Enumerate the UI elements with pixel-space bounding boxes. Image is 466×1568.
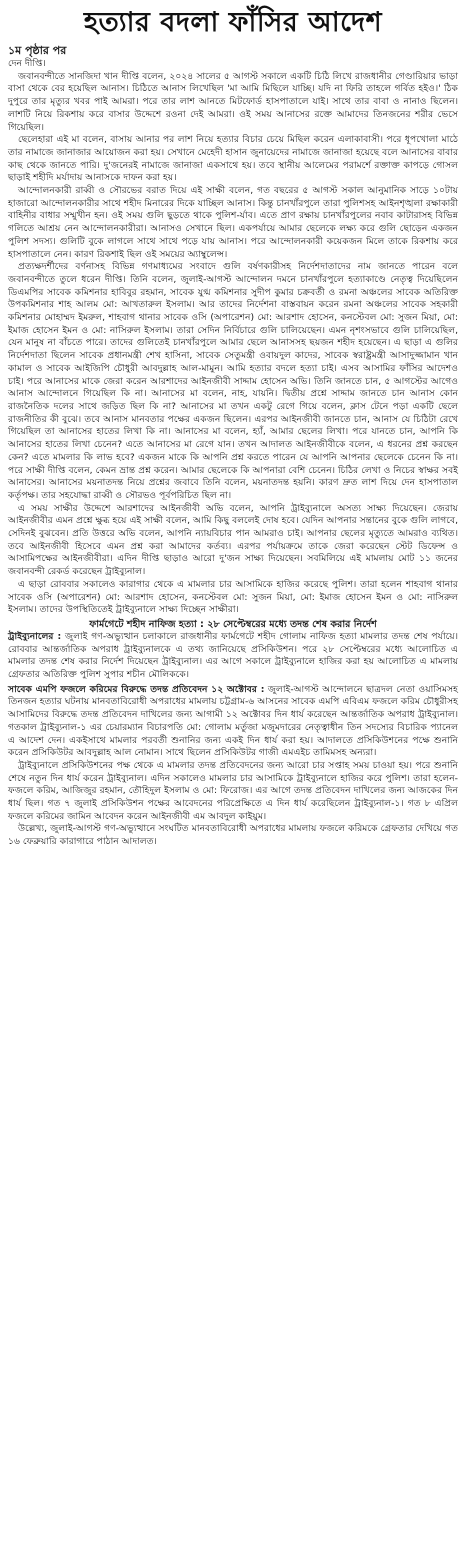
paragraph: জবানবন্দীতে সানজিদা খান দীপ্তি বলেন, ২০২৪ সালের ৫ আগস্ট সকালে একটি চিঠি লিখে রাজধানীর গেণ্ডারিয়ার ভাড়া বাসা থেকে বের হয়েছিল আনাস। চিঠিতে আনাস লিখেছিল 'মা আমি মিছিলে যাচ্ছি। যদি না ফিরি তাহলে গর্বিত হইও।' ঠিক দুপুরে তার মৃত্যুর খবর পাই আমরা। পরে তার লাশ আনতে মিটফোর্ড হাসপাতালে যাই। সাথে তার বাবা ও নানাও ছিলেন। লাশটি নিয়ে রিকশায় করে বাসার উদ্দেশে রওনা দেই আমরা। ওই সময় আনাসের রক্তে আমাদের তিনজনের শরীর ভেসে গিয়েছিল। bbox=[8, 70, 458, 133]
paragraph: এ ছাড়া রোববার সকালেও কারাগার থেকে এ মামলার চার আসামিকে হাজির করেছে পুলিশ। তারা হলেন শাহবাগ থানার সাবেক ওসি (অপারেশন) মো: আরশাদ হোসেন, কনস্টেবল মো: সুজন মিয়া, মো: ইমাজ হোসেন ইমন ও মো: নাসিরুল ইসলাম। তাদের উপস্থিতিতেই ট্রাইব্যুনালে সাক্ষ্য দিচ্ছেন সাক্ষীরা। bbox=[8, 578, 458, 616]
paragraph: আন্দোলনকারী রাব্বী ও সৌরভের বরাত দিয়ে এই সাক্ষী বলেন, গত বছরের ৫ আগস্ট সকাল আনুমানিক সাড়ে ১০টায় হাজারো আন্দোলনকারীর সাথে শহীদ মিনারের দিকে যাচ্ছিল আনাস। কিন্তু চানখাঁরপুলে তারা পুলিশসহ আইনশৃঙ্খলা রক্ষাকারী বাহিনীর বাধার সম্মুখীন হন। ওই সময় গুলি ছুড়তে থাকে পুলিশ-র্যাব। এতে প্রাণ রক্ষায় চানখাঁরপুলের নবাব কাটারাসহ বিভিন্ন গলিতে আশ্রয় নেন আন্দোলনকারীরা। আনাসও সেখানে ছিল। একপর্যায়ে আমার ছেলেকে লক্ষ্য করে গুলি ছোড়েন একজন পুলিশ সদস্য। গুলিটি বুকে লাগলে সাথে সাথে পড়ে যায় আনাস। পরে আন্দোলনকারী কয়েকজন মিলে তাকে রিকশায় করে হাসপাতালে নেন। কারণ রিকশাই ছিল ওই সময়ের অ্যাম্বুলেন্স। bbox=[8, 185, 458, 260]
lead-text: জুলাই গণ-অভ্যুত্থান চলাকালে রাজধানীর ফার্মগেটে শহীদ গোলাম নাফিজ হত্যা মামলার তদন্ত শেষ পর্যায়ে। রোববার আন্তর্জাতিক অপরাধ ট্রাইব্যুনালকে এ তথ্য জানিয়েছে প্রসিকিউশন। পরে ২৮ সেপ্টেম্বরের মধ্যে আলোচিত এ মামলার তদন্ত শেষ করার নির্দেশ দিয়েছেন ট্রাইব্যুনাল। এর আগে সকালে ট্রাইব্যুনালে হাজির করা হয় আলোচিত এ মামলায় গ্রেফতার অতিরিক্ত পুলিশ সুপার শচীন মৌলিককে। bbox=[8, 630, 458, 681]
continuation-label: ১ম পৃষ্ঠার পর bbox=[8, 44, 67, 57]
lead-text: জুলাই-আগস্ট আন্দোলনে ছাত্রদল নেতা ওয়াসিমসহ তিনজন হত্যার ঘটনায় মানবতাবিরোধী অপরাধের মামলায় চট্টগ্রাম-৬ আসনের সাবেক এমপি এবিএম ফজলে করিম চৌধুরীসহ আসামিদের বিরুদ্ধে তদন্ত প্রতিবেদন দাখিলের জন্য আগামী ১২ অক্টোবর দিন ধার্য করেছেন আন্তর্জাতিক অপরাধ ট্রাইব্যুনাল। গতকাল ট্রাইব্যুনাল-১ এর চেয়ারম্যান বিচারপতি মো: গোলাম মর্তুজা মজুমদারের নেতৃত্বাধীন তিন সদস্যের বিচারিক প্যানেল এ আদেশ দেন। একইসাথে মামলার পরবর্তী শুনানির জন্য একই দিন ধার্য করা হয়। আদালতে প্রসিকিউশনের পক্ষে শুনানি করেন প্রসিকিউটর আবদুল্লাহ আল নোমান। সাথে ছিলেন প্রসিকিউটর গাজী এমএইচ তামিমসহ অন্যরা। bbox=[8, 683, 458, 759]
paragraph: প্রত্যক্ষদর্শীদের বর্ণনাসহ বিভিন্ন গণমাধ্যমের সংবাদে গুলি বর্ষণকারীসহ নির্দেশদাতাদের নাম জানতে পারেন বলে জবানবন্দীতে তুলে ধরেন দীপ্তি। তিনি বলেন, জুলাই-আগস্ট আন্দোলন দমনে চানখাঁরপুলে হত্যাকাণ্ডে নেতৃত্ব দিয়েছিলেন ডিএমপির সাবেক কমিশনার হাবিবুর রহমান, সাবেক যুগ্ম কমিশনার সুদীপ কুমার চক্রবর্তী ও রমনা অঞ্চলের সাবেক অতিরিক্ত উপকমিশনার শাহ আলম মো: আখতারুল ইসলাম। আর তাদের নির্দেশনা বাস্তবায়ন করেন রমনা অঞ্চলের সাবেক সহকারী কমিশনার মোহাম্মদ ইমরুল, শাহবাগ থানার সাবেক ওসি (অপারেশন) মো: আরশাদ হোসেন, কনস্টেবল মো: সুজন মিয়া, মো: ইমাজ হোসেন ইমন ও মো: নাসিরুল ইসলাম। তারা সেদিন নির্বিচারে গুলি চালিয়েছেন। এমন নৃশংসভাবে গুলি চালিয়েছিল, যেন মানুষ না বাঁচতে পারে। তাদের গুলিতেই চানখাঁরপুলে আমার ছেলে আনাসসহ ছয়জন শহীদ হয়েছেন। এ ছাড়া এ গুলির নির্দেশদাতা ছিলেন সাবেক প্রধানমন্ত্রী শেখ হাসিনা, সাবেক সেতুমন্ত্রী ওবায়দুল কাদের, সাবেক স্বরাষ্ট্রমন্ত্রী আসাদুজ্জামান খান কামাল ও সাবেক আইজিপি চৌধুরী আবদুল্লাহ আল-মামুন। আমি হত্যার বদলে হত্যা চাই। এসব আসামির ফাঁসির আদেশও চাই। পরে আনাসের মাকে জেরা করেন আরশাদের আইনজীবী সাদ্দাম হোসেন অভি। তিনি জানতে চান, ৫ আগস্টের আগেও আনাস আন্দোলনে গিয়েছিল কি না। আনাসের মা বলেন, নাহ, যায়নি। দ্বিতীয় প্রশ্নে সাদ্দাম জানতে চান আনাস কোন রাজনৈতিক দলের সাথে জড়িত ছিল কি না? আনাসের মা তখন একটু রেগে গিয়ে বলেন, ক্লাস টেনে পড়া একটি ছেলে রাজনীতির কী বুঝে। তবে আনাস মানবতার পক্ষের একজন ছিলেন। এরপর আইনজীবী জানতে চান, আনাস যে চিঠিটা রেখে গিয়েছিল তা আনাসের হাতের লিখা কি না। আনাসের মা বলেন, হ্যাঁ, আমার ছেলের লিখা। পরে যানতে চান, আপনি কি আনাসের হাতের লিখা চেনেন? এতে আনাসের মা রেগে যান। তখন আদালত আইনজীবীকে বলেন, এ ধরনের প্রশ্ন করছেন কেন? এতে মামলার কি লাভ হবে? একজন মাকে কি আপনি প্রশ্ন করতে পারেন যে আপনি আপনার ছেলেকে চেনেন কি না। পরে সাক্ষী দীপ্তি বলেন, কেমন ভ্রান্ত প্রশ্ন করেন। আমার ছেলেকে কি আপনারা বেশি চেনেন। চিঠির লেখা ও নিচের স্বাক্ষর সবই আনাসের। আনাসের ময়নাতদন্ত নিয়ে প্রশ্নের জবাবে তিনি বলেন, ময়নাতদন্ত হয়নি। কারণ দ্রুত লাশ দিয়ে দেন হাসপাতাল কর্তৃপক্ষ। তার সহযোদ্ধা রাব্বী ও সৌরভও পূর্বপরিচিত ছিল না। bbox=[8, 261, 458, 501]
paragraph: উল্লেখ্য, জুলাই-আগস্ট গণ-অভ্যুত্থানে সংঘটিত মানবতাবিরোধী অপরাধের মামলায় ফজলে করিমকে গ্রেফতার দেখিয়ে গত ১৬ ফেব্রুয়ারি কারাগারে পাঠান আদালত। bbox=[8, 823, 458, 848]
headline: হত্যার বদলা ফাঁসির আদেশ bbox=[83, 7, 383, 38]
paragraph: এ সময় সাক্ষীর উদ্দেশে আরশাদের আইনজীবী অভি বলেন, আপনি ট্রাইব্যুনালে অসত্য সাক্ষ্য দিয়েছেন। জেরায় আইনজীবীর এমন প্রশ্নে ক্ষুব্ধ হয়ে এই সাক্ষী বলেন, আমি কিছু বললেই দোষ হবে। যেদিন আপনার সন্তানের বুকে গুলি লাগবে, সেদিনই বুঝবেন। প্রতি উত্তরে অভি বলেন, আপনি ন্যায়বিচার পান আমরাও চাই। আপনার ছেলের মৃত্যুতে আমরাও ব্যথিত। তবে আইনজীবী হিসেবে এমন প্রশ্ন করা আমাদের কর্তব্য। এরপর পর্যায়ক্রমে তাকে জেরা করেছেন স্টেট ডিফেন্স ও আসামিপক্ষের আইনজীবীরা। এদিন দীপ্তি ছাড়াও আরো দু'জন সাক্ষ্য দিয়েছেন। সবমিলিয়ে এই মামলায় মোট ১১ জনের জবানবন্দী রেকর্ড করেছেন ট্রাইব্যুনাল। bbox=[8, 502, 458, 578]
article-body bbox=[8, 58, 458, 849]
paragraph: দেন দীপ্তি। bbox=[8, 58, 46, 69]
subhead-nafiz: ফার্মগেটে শহীদ নাফিজ হত্যা : ২৮ সেপ্টেম্বরের মধ্যে তদন্ত শেষ করার নির্দেশ bbox=[89, 618, 377, 630]
paragraph-fazle-karim bbox=[8, 684, 458, 760]
paragraph: ছেলেহারা এই মা বলেন, বাসায় আনার পর লাশ নিয়ে হত্যার বিচার চেয়ে মিছিল করেন এলাকাবাসী। পরে ধূপখোলা মাঠে তার নামাজে জানাজার আয়োজন করা হয়। সেখানে মেহেদী হাসান জুনায়েদের নামাজে জানাজা হয়েছে বলে আনাসের বাবার কাছ থেকে জানতে পারি। দু'জনেরই নামাজে জানাজা একসাথে হয়। তবে স্থানীয় আলেমের পরামর্শে রক্তাক্ত কাপড়ে গোসল ছাড়াই শহীদি মর্যাদায় আনাসকে দাফন করা হয়। bbox=[8, 134, 458, 184]
lead-in: সাবেক এমপি ফজলে করিমের বিরুদ্ধে তদন্ত প্রতিবেদন ১২ অক্টোবর : bbox=[8, 683, 265, 695]
lead-in: ট্রাইব্যুনালের : bbox=[8, 630, 62, 642]
paragraph-nafiz bbox=[8, 631, 458, 682]
paragraph: ট্রাইব্যুনালে প্রসিকিউশনের পক্ষ থেকে এ মামলার তদন্ত প্রতিবেদনের জন্য আরো চার সপ্তাহ সময় চাওয়া হয়। পরে শুনানি শেষে নতুন দিন ধার্য করেন ট্রাইব্যুনাল। এদিন সকালেও মামলার চার আসামিকে ট্রাইব্যুনালে হাজির করে পুলিশ। তারা হলেন- ফজলে করিম, আজিজুর রহমান, তৌহিদুল ইসলাম ও মো: ফিরোজ। এর আগে তদন্ত প্রতিবেদন দাখিলের জন্য আজকের দিন ধার্য ছিল। গত ৭ জুলাই প্রসিকিউশন পক্ষের আবেদনের পরিপ্রেক্ষিতে এ দিন ধার্য করেছিলেন ট্রাইব্যুনাল-১। গত ৮ এপ্রিল ফজলে করিমের জামিন আবেদন করেন আইনজীবী এম আবদুল কাইয়ুম। bbox=[8, 759, 458, 822]
